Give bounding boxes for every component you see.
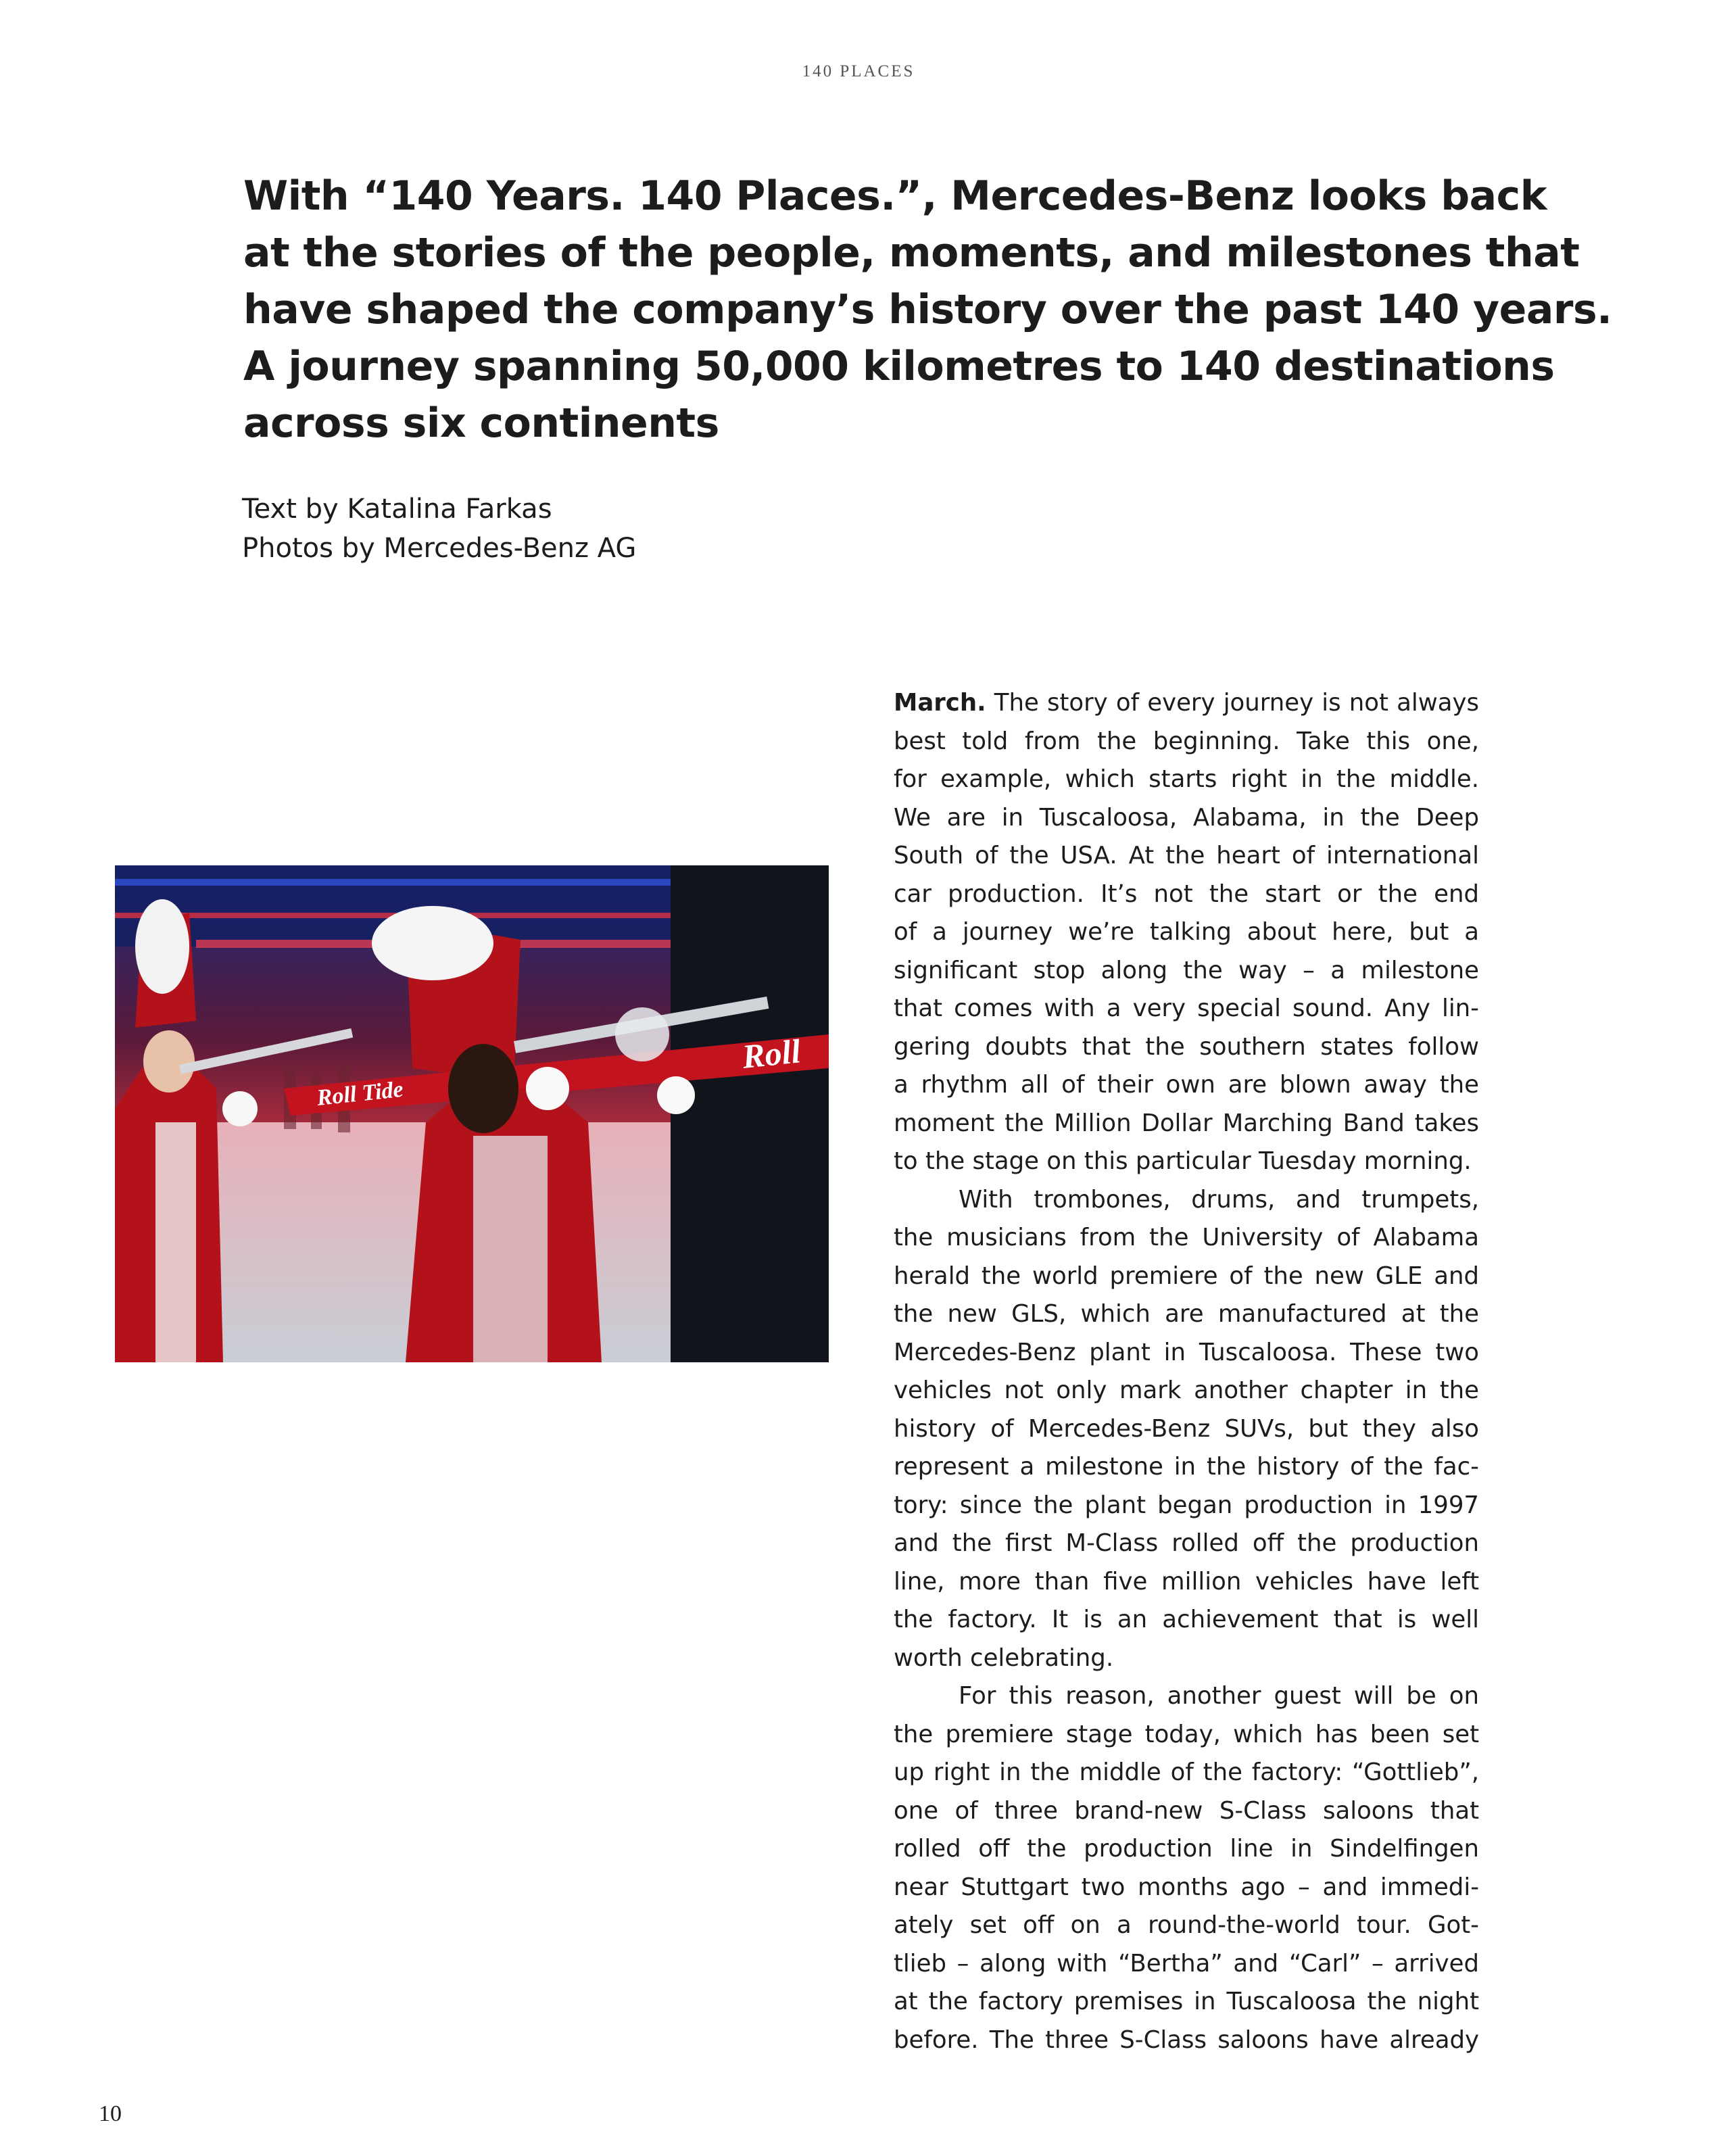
body-line: For this reason, another guest will be on [959,1682,1479,1710]
body-line: herald the world premiere of the new GLE and [894,1262,1479,1290]
body-line: South of the USA. At the heart of international [894,842,1479,869]
body-line: tory: since the plant began production in 1997 [894,1491,1479,1519]
body-line: tlieb – along with “Bertha” and “Carl” – arrived [894,1949,1479,1978]
body-line: up right in the middle of the factory: “Gottlieb”, [894,1758,1479,1786]
body-line: to the stage on this particular Tuesday morning. [894,1147,1472,1175]
headline-line: have shaped the company’s history over the past 140 years. [243,286,1612,333]
headline-line: across six continents [243,400,719,447]
body-line: for example, which starts right in the middle. [894,765,1479,793]
body-line: and the first M-Class rolled off the production [894,1529,1479,1557]
body-line: history of Mercedes-Benz SUVs, but they also [894,1414,1479,1443]
body-line: the factory. It is an achievement that is well [894,1606,1479,1633]
body-line: ately set off on a round-the-world tour. Got- [894,1911,1479,1939]
body-line: rolled off the production line in Sindelfingen [894,1835,1479,1863]
body-line: worth celebrating. [894,1644,1114,1672]
headline [243,168,1612,452]
body-line: best told from the beginning. Take this one, [894,727,1479,755]
photo-credit: Photos by Mercedes-Benz AG [242,533,637,564]
month-lead: March. [894,689,986,717]
body-line: car production. It’s not the start or the end [894,880,1479,908]
banner-text-right: Roll [740,1032,802,1076]
body-column [894,684,1479,2059]
running-head: 140 PLACES [802,62,915,80]
body-line: the new GLS, which are manufactured at the [894,1300,1479,1328]
text-credit: Text by Katalina Farkas [242,494,552,525]
page-number: 10 [99,2101,122,2126]
body-line: Mercedes-Benz plant in Tuscaloosa. These two [894,1338,1479,1366]
headline-line: A journey spanning 50,000 kilometres to 140 destinations [243,343,1555,390]
body-line: significant stop along the way – a milestone [894,956,1479,984]
body-line: a rhythm all of their own are blown away the [894,1071,1479,1099]
body-line: March. The story of every journey is not always [894,689,1479,717]
body-line: before. The three S-Class saloons have already [894,2026,1479,2054]
body-line: gering doubts that the southern states follow [894,1032,1479,1061]
body-line: of a journey we’re talking about here, but a [894,918,1479,946]
body-line: the musicians from the University of Alabama [894,1224,1479,1251]
body-line: near Stuttgart two months ago – and immedi- [894,1873,1479,1901]
headline-line: With “140 Years. 140 Places.”, Mercedes-Benz looks back [243,172,1547,220]
marching-band-photo [115,865,829,1362]
banner-text-left: Roll Tide [315,1076,405,1111]
body-line: the premiere stage today, which has been set [894,1720,1479,1748]
body-line: vehicles not only mark another chapter in the [894,1376,1479,1404]
marching-band-illustration [115,865,829,1362]
body-line: represent a milestone in the history of the fac- [894,1453,1479,1481]
body-line: line, more than five million vehicles have left [894,1567,1479,1596]
body-line: We are in Tuscaloosa, Alabama, in the Deep [894,803,1479,832]
body-line: that comes with a very special sound. Any lin- [894,995,1479,1022]
body-line: moment the Million Dollar Marching Band takes [894,1109,1479,1137]
headline-line: at the stories of the people, moments, and milestones that [243,229,1580,277]
body-line: With trombones, drums, and trumpets, [959,1185,1479,1214]
body-line: at the factory premises in Tuscaloosa the night [894,1988,1479,2015]
body-line: one of three brand-new S-Class saloons that [894,1796,1479,1825]
credits [242,489,636,568]
